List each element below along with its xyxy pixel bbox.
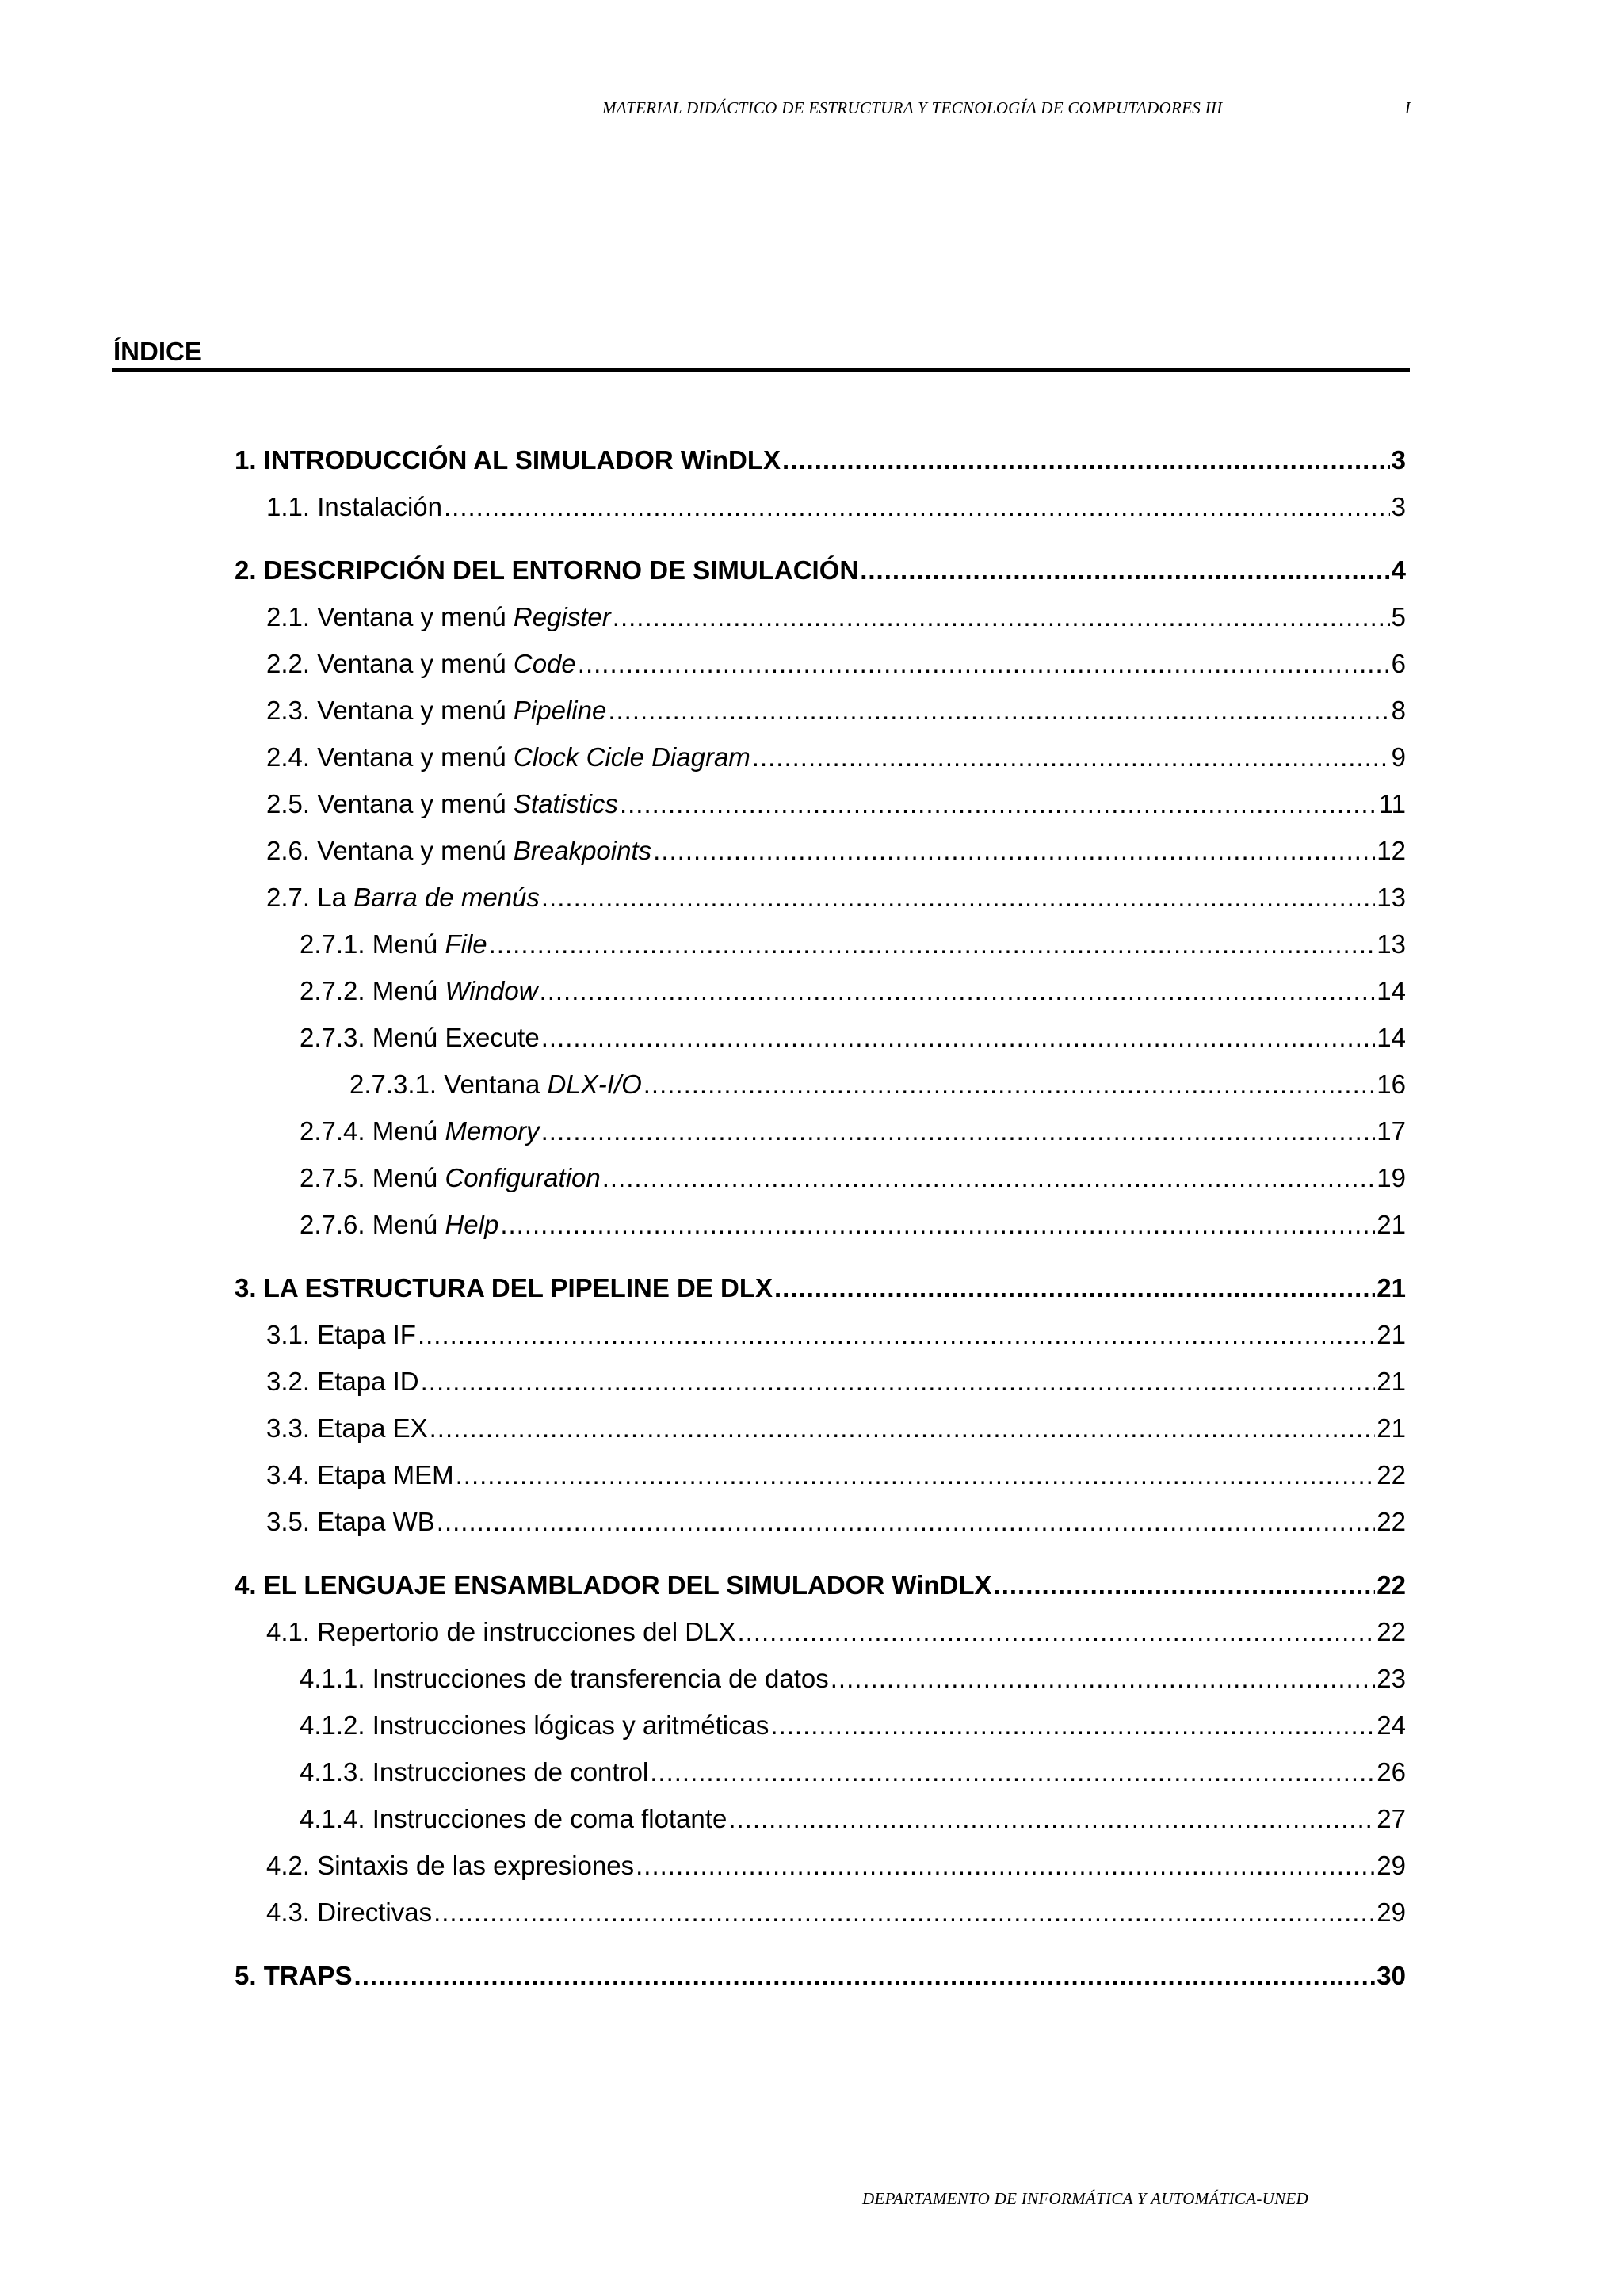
toc-page-number: 26	[1377, 1757, 1406, 1787]
toc-leader-dots	[860, 552, 1389, 589]
toc-entry[interactable]	[266, 833, 1406, 869]
toc-page-number: 17	[1377, 1116, 1406, 1146]
toc-entry[interactable]	[266, 1317, 1406, 1353]
toc-entry-label: 2. DESCRIPCIÓN DEL ENTORNO DE SIMULACIÓN	[235, 555, 859, 585]
toc-entry[interactable]	[266, 646, 1406, 682]
footer: DEPARTAMENTO DE INFORMÁTICA Y AUTOMÁTICA-UNED	[862, 2189, 1309, 2208]
toc-entry-label: 2.5. Ventana y menú Statistics	[266, 789, 618, 818]
toc-leader-dots	[608, 692, 1389, 729]
toc-page-number: 21	[1377, 1320, 1406, 1349]
toc-entry[interactable]	[266, 692, 1406, 729]
toc-entry[interactable]	[300, 1020, 1406, 1056]
toc-page-number: 29	[1377, 1897, 1406, 1927]
toc-leader-dots	[418, 1317, 1375, 1353]
toc-entry[interactable]	[266, 1504, 1406, 1540]
toc-leader-dots	[620, 786, 1377, 822]
toc-entry-label: 4.1.1. Instrucciones de transferencia de datos	[300, 1664, 829, 1693]
toc-leader-dots	[500, 1207, 1375, 1243]
toc-leader-dots	[774, 1270, 1375, 1306]
toc-entry-label: 3.4. Etapa MEM	[266, 1460, 454, 1489]
toc-page-number: 22	[1377, 1617, 1406, 1646]
toc-page-number: 3	[1391, 445, 1406, 475]
toc-page-number: 14	[1377, 976, 1406, 1005]
toc-leader-dots	[831, 1661, 1376, 1697]
toc-leader-dots	[578, 646, 1390, 682]
toc-entry-label: 1.1. Instalación	[266, 492, 442, 521]
toc-page-number: 19	[1377, 1163, 1406, 1192]
toc-page-number: 23	[1377, 1664, 1406, 1693]
toc-entry-label: 3.3. Etapa EX	[266, 1413, 428, 1443]
header-title: MATERIAL DIDÁCTICO DE ESTRUCTURA Y TECNOLOGÍA DE COMPUTADORES III	[602, 98, 1223, 117]
title-rule	[112, 368, 1410, 372]
toc-entry[interactable]	[300, 1160, 1406, 1196]
toc-page-number: 29	[1377, 1851, 1406, 1880]
toc-page-number: 4	[1391, 555, 1406, 585]
toc-entry[interactable]	[266, 739, 1406, 776]
toc-leader-dots	[430, 1410, 1376, 1447]
toc-entry-label: 2.2. Ventana y menú Code	[266, 649, 576, 678]
toc-leader-dots	[541, 1020, 1376, 1056]
toc-entry-label: 2.4. Ventana y menú Clock Cicle Diagram	[266, 742, 750, 772]
toc-page-number: 9	[1391, 742, 1406, 772]
toc-entry[interactable]	[235, 1958, 1406, 1994]
toc-entry[interactable]	[300, 973, 1406, 1009]
toc-page-number: 3	[1391, 492, 1406, 521]
toc-page-number: 27	[1377, 1804, 1406, 1833]
toc-entry[interactable]	[235, 552, 1406, 589]
toc-entry[interactable]	[266, 786, 1406, 822]
toc-page-number: 13	[1377, 929, 1406, 959]
toc-entry-label: 2.7.2. Menú Window	[300, 976, 538, 1005]
toc-leader-dots	[602, 1160, 1376, 1196]
toc-entry[interactable]	[266, 489, 1406, 525]
toc-entry-label: 3.5. Etapa WB	[266, 1507, 435, 1536]
toc-entry-label: 2.3. Ventana y menú Pipeline	[266, 696, 607, 725]
toc-entry[interactable]	[300, 1113, 1406, 1150]
toc-entry-label: 4.2. Sintaxis de las expresiones	[266, 1851, 635, 1880]
toc-page-number: 30	[1377, 1961, 1406, 1990]
toc-page-number: 13	[1377, 883, 1406, 912]
toc-entry[interactable]	[235, 1567, 1406, 1604]
toc-page-number: 5	[1391, 602, 1406, 631]
toc-entry[interactable]	[235, 1270, 1406, 1306]
toc-leader-dots	[994, 1567, 1376, 1604]
toc-entry-label: 2.7.6. Menú Help	[300, 1210, 499, 1239]
toc-entry[interactable]	[300, 1801, 1406, 1837]
toc-entry-label: 3.2. Etapa ID	[266, 1367, 419, 1396]
toc-leader-dots	[728, 1801, 1375, 1837]
toc-entry[interactable]	[300, 926, 1406, 963]
toc-leader-dots	[613, 599, 1390, 635]
toc-entry[interactable]	[266, 1848, 1406, 1884]
toc-entry[interactable]	[266, 1363, 1406, 1400]
toc-leader-dots	[541, 879, 1375, 916]
toc-entry[interactable]	[266, 879, 1406, 916]
toc-entry-label: 4.3. Directivas	[266, 1897, 433, 1927]
toc-leader-dots	[643, 1066, 1376, 1103]
toc-entry-label: 1. INTRODUCCIÓN AL SIMULADOR WinDLX	[235, 445, 781, 475]
toc-entry-label: 3.1. Etapa IF	[266, 1320, 416, 1349]
toc-entry[interactable]	[300, 1754, 1406, 1791]
toc-page-number: 22	[1377, 1460, 1406, 1489]
toc-page-number: 21	[1377, 1210, 1406, 1239]
toc-leader-dots	[456, 1457, 1376, 1493]
toc-page-number: 14	[1377, 1023, 1406, 1052]
toc-leader-dots	[421, 1363, 1376, 1400]
toc-entry[interactable]	[235, 442, 1406, 479]
toc-page-number: 8	[1391, 696, 1406, 725]
toc-entry[interactable]	[300, 1661, 1406, 1697]
toc-entry[interactable]	[266, 1457, 1406, 1493]
toc-leader-dots	[354, 1958, 1376, 1994]
toc-page-number: 6	[1391, 649, 1406, 678]
toc-entry[interactable]	[266, 1410, 1406, 1447]
toc-leader-dots	[752, 739, 1390, 776]
toc-leader-dots	[738, 1614, 1376, 1650]
toc-entry-label: 4.1. Repertorio de instrucciones del DLX	[266, 1617, 736, 1646]
toc-entry[interactable]	[300, 1707, 1406, 1744]
toc-leader-dots	[437, 1504, 1376, 1540]
toc-entry[interactable]	[300, 1207, 1406, 1243]
toc-entry-label: 2.6. Ventana y menú Breakpoints	[266, 836, 652, 865]
toc-leader-dots	[770, 1707, 1375, 1744]
toc-entry-label: 2.7.5. Menú Configuration	[300, 1163, 601, 1192]
toc-page-number: 21	[1377, 1413, 1406, 1443]
toc-page-number: 22	[1377, 1570, 1406, 1600]
toc-page-number: 12	[1377, 836, 1406, 865]
toc-leader-dots	[540, 973, 1376, 1009]
toc-entry-label: 2.7. La Barra de menús	[266, 883, 540, 912]
toc-leader-dots	[650, 1754, 1375, 1791]
toc-entry-label: 2.7.3. Menú Execute	[300, 1023, 540, 1052]
toc-leader-dots	[782, 442, 1390, 479]
toc-entry-label: 4. EL LENGUAJE ENSAMBLADOR DEL SIMULADOR WinDLX	[235, 1570, 992, 1600]
toc-entry-label: 4.1.2. Instrucciones lógicas y aritméticas	[300, 1711, 769, 1740]
toc-entry[interactable]	[266, 1614, 1406, 1650]
toc-page-number: 21	[1377, 1367, 1406, 1396]
toc-leader-dots	[489, 926, 1376, 963]
toc-entry-label: 2.1. Ventana y menú Register	[266, 602, 611, 631]
toc-entry[interactable]	[266, 599, 1406, 635]
toc-leader-dots	[636, 1848, 1375, 1884]
toc-leader-dots	[433, 1894, 1375, 1931]
toc-entry-label: 2.7.1. Menú File	[300, 929, 487, 959]
toc-page-number: 24	[1377, 1711, 1406, 1740]
toc-entry-label: 5. TRAPS	[235, 1961, 353, 1990]
index-title: ÍNDICE	[113, 337, 202, 366]
toc-entry-label: 4.1.4. Instrucciones de coma flotante	[300, 1804, 727, 1833]
toc-entry-label: 2.7.3.1. Ventana DLX-I/O	[349, 1070, 642, 1099]
toc-page-number: 21	[1377, 1273, 1406, 1302]
toc-entry[interactable]	[266, 1894, 1406, 1931]
toc-entry-label: 3. LA ESTRUCTURA DEL PIPELINE DE DLX	[235, 1273, 773, 1302]
toc-page-number: 22	[1377, 1507, 1406, 1536]
header-page-number: I	[1404, 98, 1411, 117]
toc-entry[interactable]	[349, 1066, 1406, 1103]
toc-page-number: 11	[1378, 789, 1406, 818]
toc-entry-label: 2.7.4. Menú Memory	[300, 1116, 540, 1146]
toc-leader-dots	[541, 1113, 1376, 1150]
toc-leader-dots	[444, 489, 1390, 525]
toc-leader-dots	[653, 833, 1375, 869]
toc-entry-label: 4.1.3. Instrucciones de control	[300, 1757, 649, 1787]
toc-page-number: 16	[1377, 1070, 1406, 1099]
